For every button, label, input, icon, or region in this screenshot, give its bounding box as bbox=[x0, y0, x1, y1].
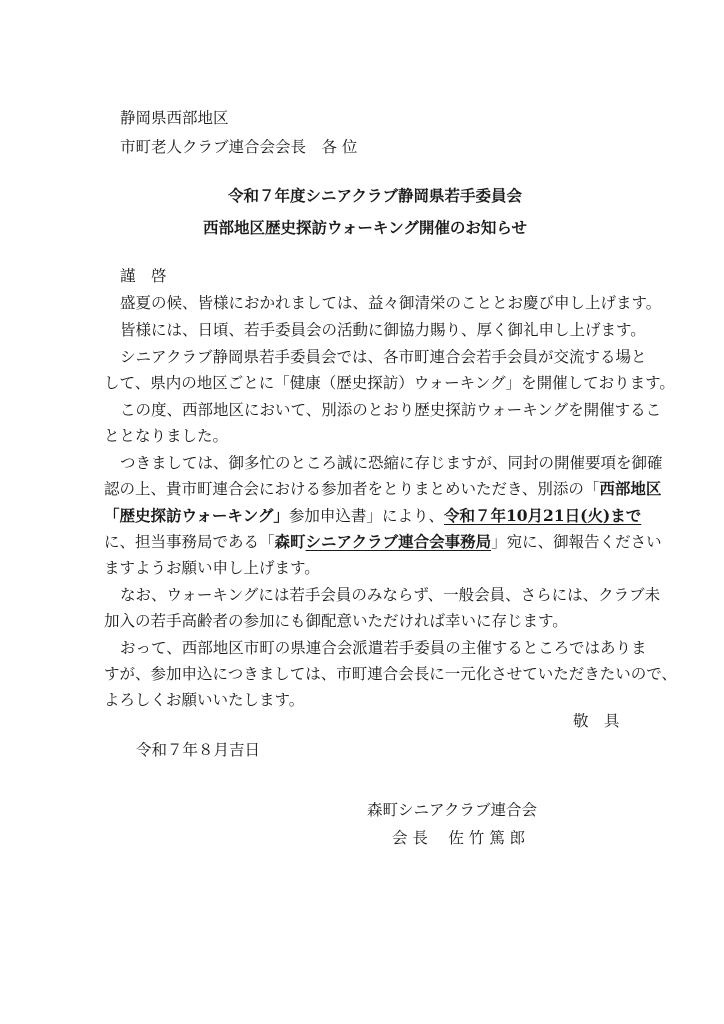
body-line: 加入の若手高齢者の参加にも御配意いただければ幸いに存じます。 bbox=[104, 612, 568, 630]
region-highlight: 西部地区 bbox=[599, 479, 662, 498]
sender-org: 森町シニアクラブ連合会 bbox=[367, 801, 538, 819]
body-line: 皆様には、日頃、若手委員会の活動に御協力賜り、厚く御礼申し上げます。 bbox=[120, 321, 646, 339]
recipient-region: 静岡県西部地区 bbox=[120, 109, 229, 127]
form-suffix: 参加申込書 bbox=[288, 507, 367, 525]
salutation: 謹 啓 bbox=[120, 267, 167, 285]
body-line bbox=[104, 479, 661, 499]
body-line: よろしくお願いいたします。 bbox=[104, 691, 305, 709]
body-line: おって、西部地区市町の県連合会派遣若手委員の主催するところではありま bbox=[120, 639, 647, 657]
deadline: 令和７年10月21日(火)まで bbox=[443, 506, 642, 525]
secretariat-town: 森町 bbox=[274, 532, 306, 551]
secretariat-name: シニアクラブ連合会事務局 bbox=[305, 532, 492, 551]
body-text: 」宛に、御報告ください bbox=[491, 533, 662, 551]
recipient-title: 市町老人クラブ連合会会長 各 位 bbox=[120, 138, 358, 156]
form-name: 「歴史探訪ウォーキング」 bbox=[104, 506, 289, 525]
body-text: 」により、 bbox=[366, 507, 444, 525]
body-line: この度、西部地区において、別添のとおり歴史探訪ウォーキングを開催するこ bbox=[120, 401, 662, 419]
body-line: ととなりました。 bbox=[104, 427, 229, 445]
closing: 敬 具 bbox=[573, 712, 620, 730]
body-line: 盛夏の候、皆様におかれましては、益々御清栄のこととお慶び申し上げます。 bbox=[120, 294, 662, 312]
notice-title-line2: 西部地区歴史探訪ウォーキング開催のお知らせ bbox=[203, 218, 527, 237]
body-line bbox=[104, 532, 662, 552]
date: 令和７年８月吉日 bbox=[136, 741, 261, 759]
body-line: なお、ウォーキングには若手会員のみならず、一般会員、さらには、クラブ未 bbox=[120, 586, 661, 604]
body-line bbox=[104, 506, 641, 526]
body-line: つきましては、御多忙のところ誠に恐縮に存じますが、同封の開催要項を御確 bbox=[120, 454, 663, 472]
body-text: 認の上、貴市町連合会における参加者をとりまとめいただき、別添の「 bbox=[104, 480, 600, 498]
body-text: に、担当事務局である「 bbox=[104, 533, 275, 551]
body-line: シニアクラブ静岡県若手委員会では、各市町連合会若手会員が交流する場と bbox=[120, 348, 647, 366]
body-line: して、県内の地区ごとに「健康（歴史探訪）ウォーキング」を開催しております。 bbox=[104, 374, 675, 392]
body-line: すが、参加申込につきましては、市町連合会長に一元化させていただきたいので、 bbox=[104, 665, 677, 683]
sender-name: 会 長 佐 竹 篤 郎 bbox=[392, 829, 526, 847]
body-line: ますようお願い申し上げます。 bbox=[104, 559, 320, 577]
notice-title-line1: 令和７年度シニアクラブ静岡県若手委員会 bbox=[228, 186, 523, 205]
